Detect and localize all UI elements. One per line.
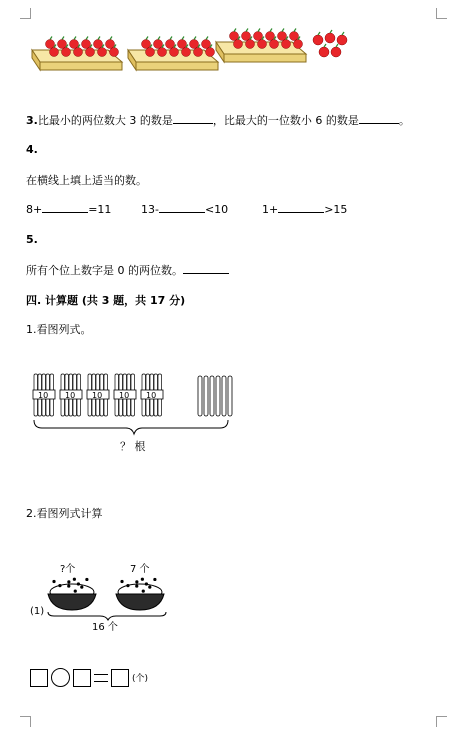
question-3-number: 3. (26, 114, 38, 127)
question-3-text-1: 比最小的两位数大 3 的数是 (37, 114, 173, 127)
answer-template (30, 668, 148, 687)
bundle-label: 10 (38, 391, 49, 400)
item-dot (73, 578, 76, 581)
question-4-equation-2 (141, 203, 228, 216)
apple-icon (242, 29, 251, 41)
equation-3-left: 1+ (262, 203, 279, 216)
total-brace (48, 612, 166, 620)
stick-bundle (60, 374, 82, 416)
loose-sticks (198, 376, 232, 416)
equation-2-right: <10 (204, 203, 229, 216)
stick-bundle (114, 374, 136, 416)
question-3-text-2: ，比最大的一位数小 6 的数是 (212, 114, 359, 127)
left-basket (48, 584, 96, 610)
answer-box-1[interactable] (30, 669, 48, 687)
corner-mark-bottom-left (20, 716, 31, 727)
item-dot (67, 584, 70, 587)
apple-icon (142, 37, 151, 49)
question-4-heading: 4. (26, 143, 38, 156)
item-dot (52, 580, 55, 583)
answer-box-result[interactable] (111, 669, 129, 687)
stick-bundle (33, 374, 55, 416)
item-dot (142, 589, 145, 592)
apple-icon (82, 37, 91, 49)
item-dot (77, 582, 80, 585)
sticks-illustration (28, 370, 248, 458)
apple-icon (178, 37, 187, 49)
corner-mark-top-left (20, 8, 31, 19)
operator-circle[interactable] (51, 668, 70, 687)
total-label: 16 个 (92, 622, 118, 632)
apple-icon (337, 32, 347, 45)
question-4-equation-1 (26, 203, 111, 216)
apple-icon (325, 30, 335, 43)
bundle-label: 10 (92, 391, 103, 400)
apple-icon (319, 44, 329, 57)
question-3-text-3: 。 (398, 114, 410, 127)
left-basket-label: ?个 (60, 564, 76, 575)
apple-icon (70, 37, 79, 49)
apple-trays-illustration (30, 28, 360, 78)
equation-1-blank[interactable] (42, 211, 88, 213)
apple-icon (94, 37, 103, 49)
apple-icon (290, 29, 299, 41)
question-5-text: 所有个位上数字是 0 的两位数。 (26, 264, 183, 277)
item-dot (148, 585, 151, 588)
apple-icon (46, 37, 55, 49)
apple-icon (58, 37, 67, 49)
apple-icon (313, 32, 323, 45)
item-dot (58, 584, 61, 587)
item-dot (80, 585, 83, 588)
apple-icon (331, 44, 341, 57)
answer-box-2[interactable] (73, 669, 91, 687)
question-4-instruction: 在横线上填上适当的数。 (26, 174, 147, 187)
item-dot (74, 589, 77, 592)
equals-sign (94, 674, 108, 682)
equation-1-left: 8+ (26, 203, 43, 216)
question-5-heading: 5. (26, 233, 38, 246)
question-5-blank[interactable] (183, 272, 229, 274)
loose-stick (228, 376, 232, 416)
item-dot (141, 578, 144, 581)
loose-stick (204, 376, 208, 416)
loose-stick (222, 376, 226, 416)
item-dot (67, 580, 70, 583)
apple-icon (190, 37, 199, 49)
equation-3-right: >15 (324, 203, 348, 216)
apple-icon (266, 29, 275, 41)
apple-icon (278, 29, 287, 41)
stick-bundle (87, 374, 109, 416)
item-dot (135, 584, 138, 587)
question-4-equation-3 (262, 203, 347, 216)
question-3-blank-1[interactable] (173, 122, 213, 124)
loose-stick (198, 376, 202, 416)
curly-brace (34, 420, 228, 434)
right-basket (116, 584, 164, 610)
calc-2-part-label: (1) (30, 606, 45, 617)
bundle-label: 10 (146, 391, 157, 400)
apple-icon (202, 37, 211, 49)
apple-icon (106, 37, 115, 49)
loose-stick (216, 376, 220, 416)
bundle-label: 10 (65, 391, 76, 400)
calc-1-label-text: 1.看图列式。 (26, 323, 92, 336)
apple-icon (230, 29, 239, 41)
answer-unit: (个) (132, 674, 149, 684)
stick-bundle (141, 374, 163, 416)
equation-3-blank[interactable] (278, 211, 324, 213)
question-3-blank-2[interactable] (359, 122, 399, 124)
item-dot (135, 580, 138, 583)
question-5-line (26, 262, 229, 278)
calc-1-label (26, 321, 92, 337)
equation-2-blank[interactable] (159, 211, 205, 213)
corner-mark-bottom-right (436, 716, 447, 727)
calc-2-label: 2.看图列式计算 (26, 507, 103, 520)
apple-icon (254, 29, 263, 41)
item-dot (126, 584, 129, 587)
apple-icon (166, 37, 175, 49)
equation-2-left: 13- (141, 203, 159, 216)
baskets-illustration (44, 560, 174, 632)
item-dot (85, 578, 88, 581)
corner-mark-top-right (436, 8, 447, 19)
question-3 (26, 112, 410, 128)
brace-label: ？ 根 (120, 440, 146, 453)
item-dot (145, 582, 148, 585)
loose-stick (210, 376, 214, 416)
bundle-label: 10 (119, 391, 130, 400)
apple-icon (154, 37, 163, 49)
right-basket-label: 7 个 (130, 564, 150, 575)
section-4-title: 四. 计算题 (共 3 题，共 17 分) (26, 294, 186, 307)
item-dot (153, 578, 156, 581)
item-dot (120, 580, 123, 583)
equation-1-right: =11 (88, 203, 112, 216)
